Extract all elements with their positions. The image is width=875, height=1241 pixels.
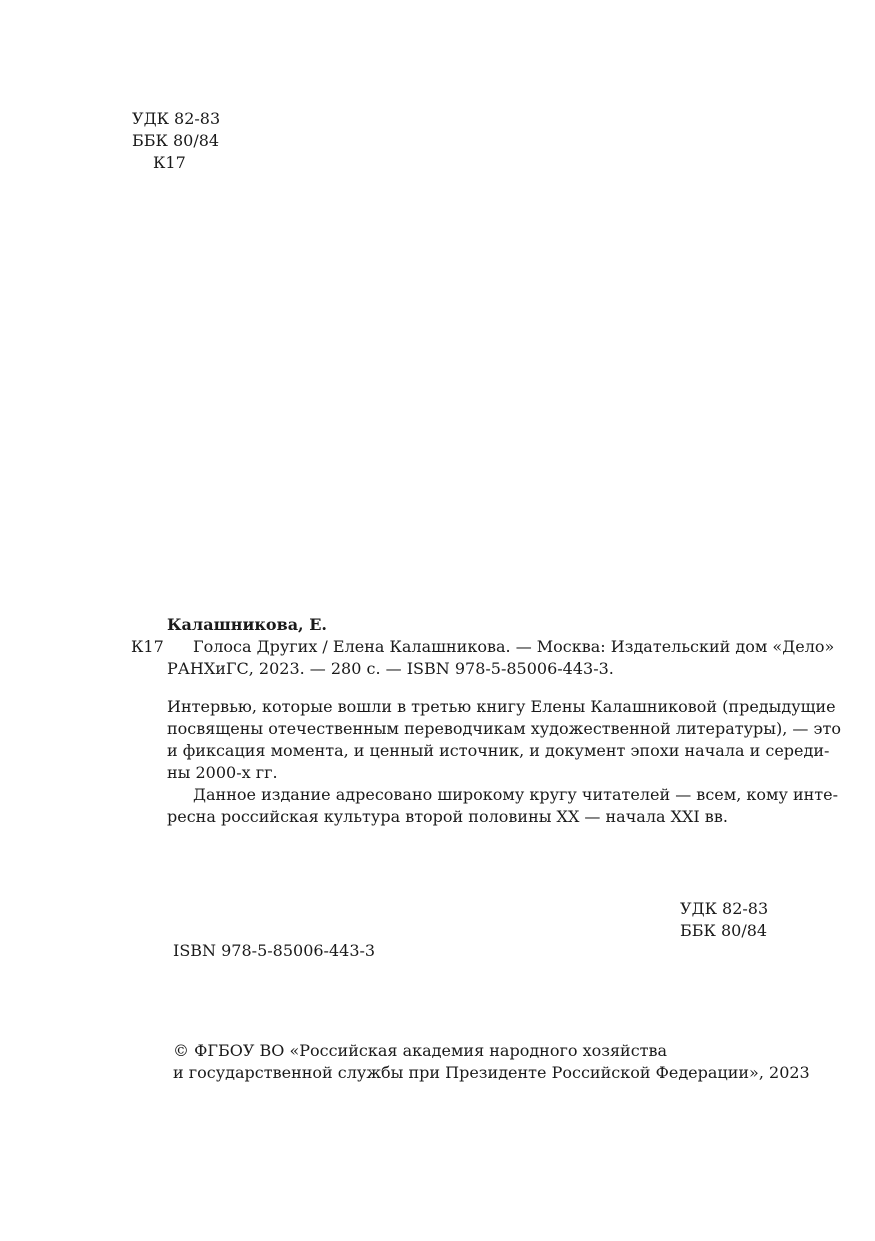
annotation-line: ны 2000-х гг. — [167, 763, 278, 782]
copyright — [173, 1040, 810, 1084]
bbk-bottom: ББК 80/84 — [680, 921, 768, 940]
author-sign-top: К17 — [153, 153, 186, 172]
description-line: Голоса Других / Елена Калашникова. — Москва: Издательский дом «Дело» — [193, 637, 835, 656]
bibliographic-description — [167, 636, 834, 680]
isbn: ISBN 978-5-85006-443-3 — [173, 941, 376, 960]
annotation-line: Данное издание адресовано широкому кругу читателей — всем, кому инте- — [193, 785, 838, 804]
annotation-line: и фиксация момента, и ценный источник, и документ эпохи начала и середи- — [167, 741, 830, 760]
author-heading: Калашникова, Е. — [167, 615, 327, 634]
annotation-line: посвящены отечественным переводчикам художественной литературы), — это — [167, 719, 841, 738]
copyright-line: © ФГБОУ ВО «Российская академия народного хозяйства — [173, 1041, 668, 1060]
udk-top: УДК 82-83 — [132, 109, 221, 128]
annotation — [167, 696, 841, 828]
copyright-line: и государственной службы при Президенте Российской Федерации», 2023 — [173, 1063, 810, 1082]
author-sign: К17 — [131, 637, 164, 656]
description-line: РАНХиГС, 2023. — 280 с. — ISBN 978-5-85006-443-3. — [167, 659, 614, 678]
udk-bottom: УДК 82-83 — [680, 899, 769, 918]
bbk-top: ББК 80/84 — [132, 131, 220, 150]
annotation-line: Интервью, которые вошли в третью книгу Елены Калашниковой (предыдущие — [167, 697, 836, 716]
annotation-line: ресна российская культура второй половины XX — начала XXI вв. — [167, 807, 728, 826]
